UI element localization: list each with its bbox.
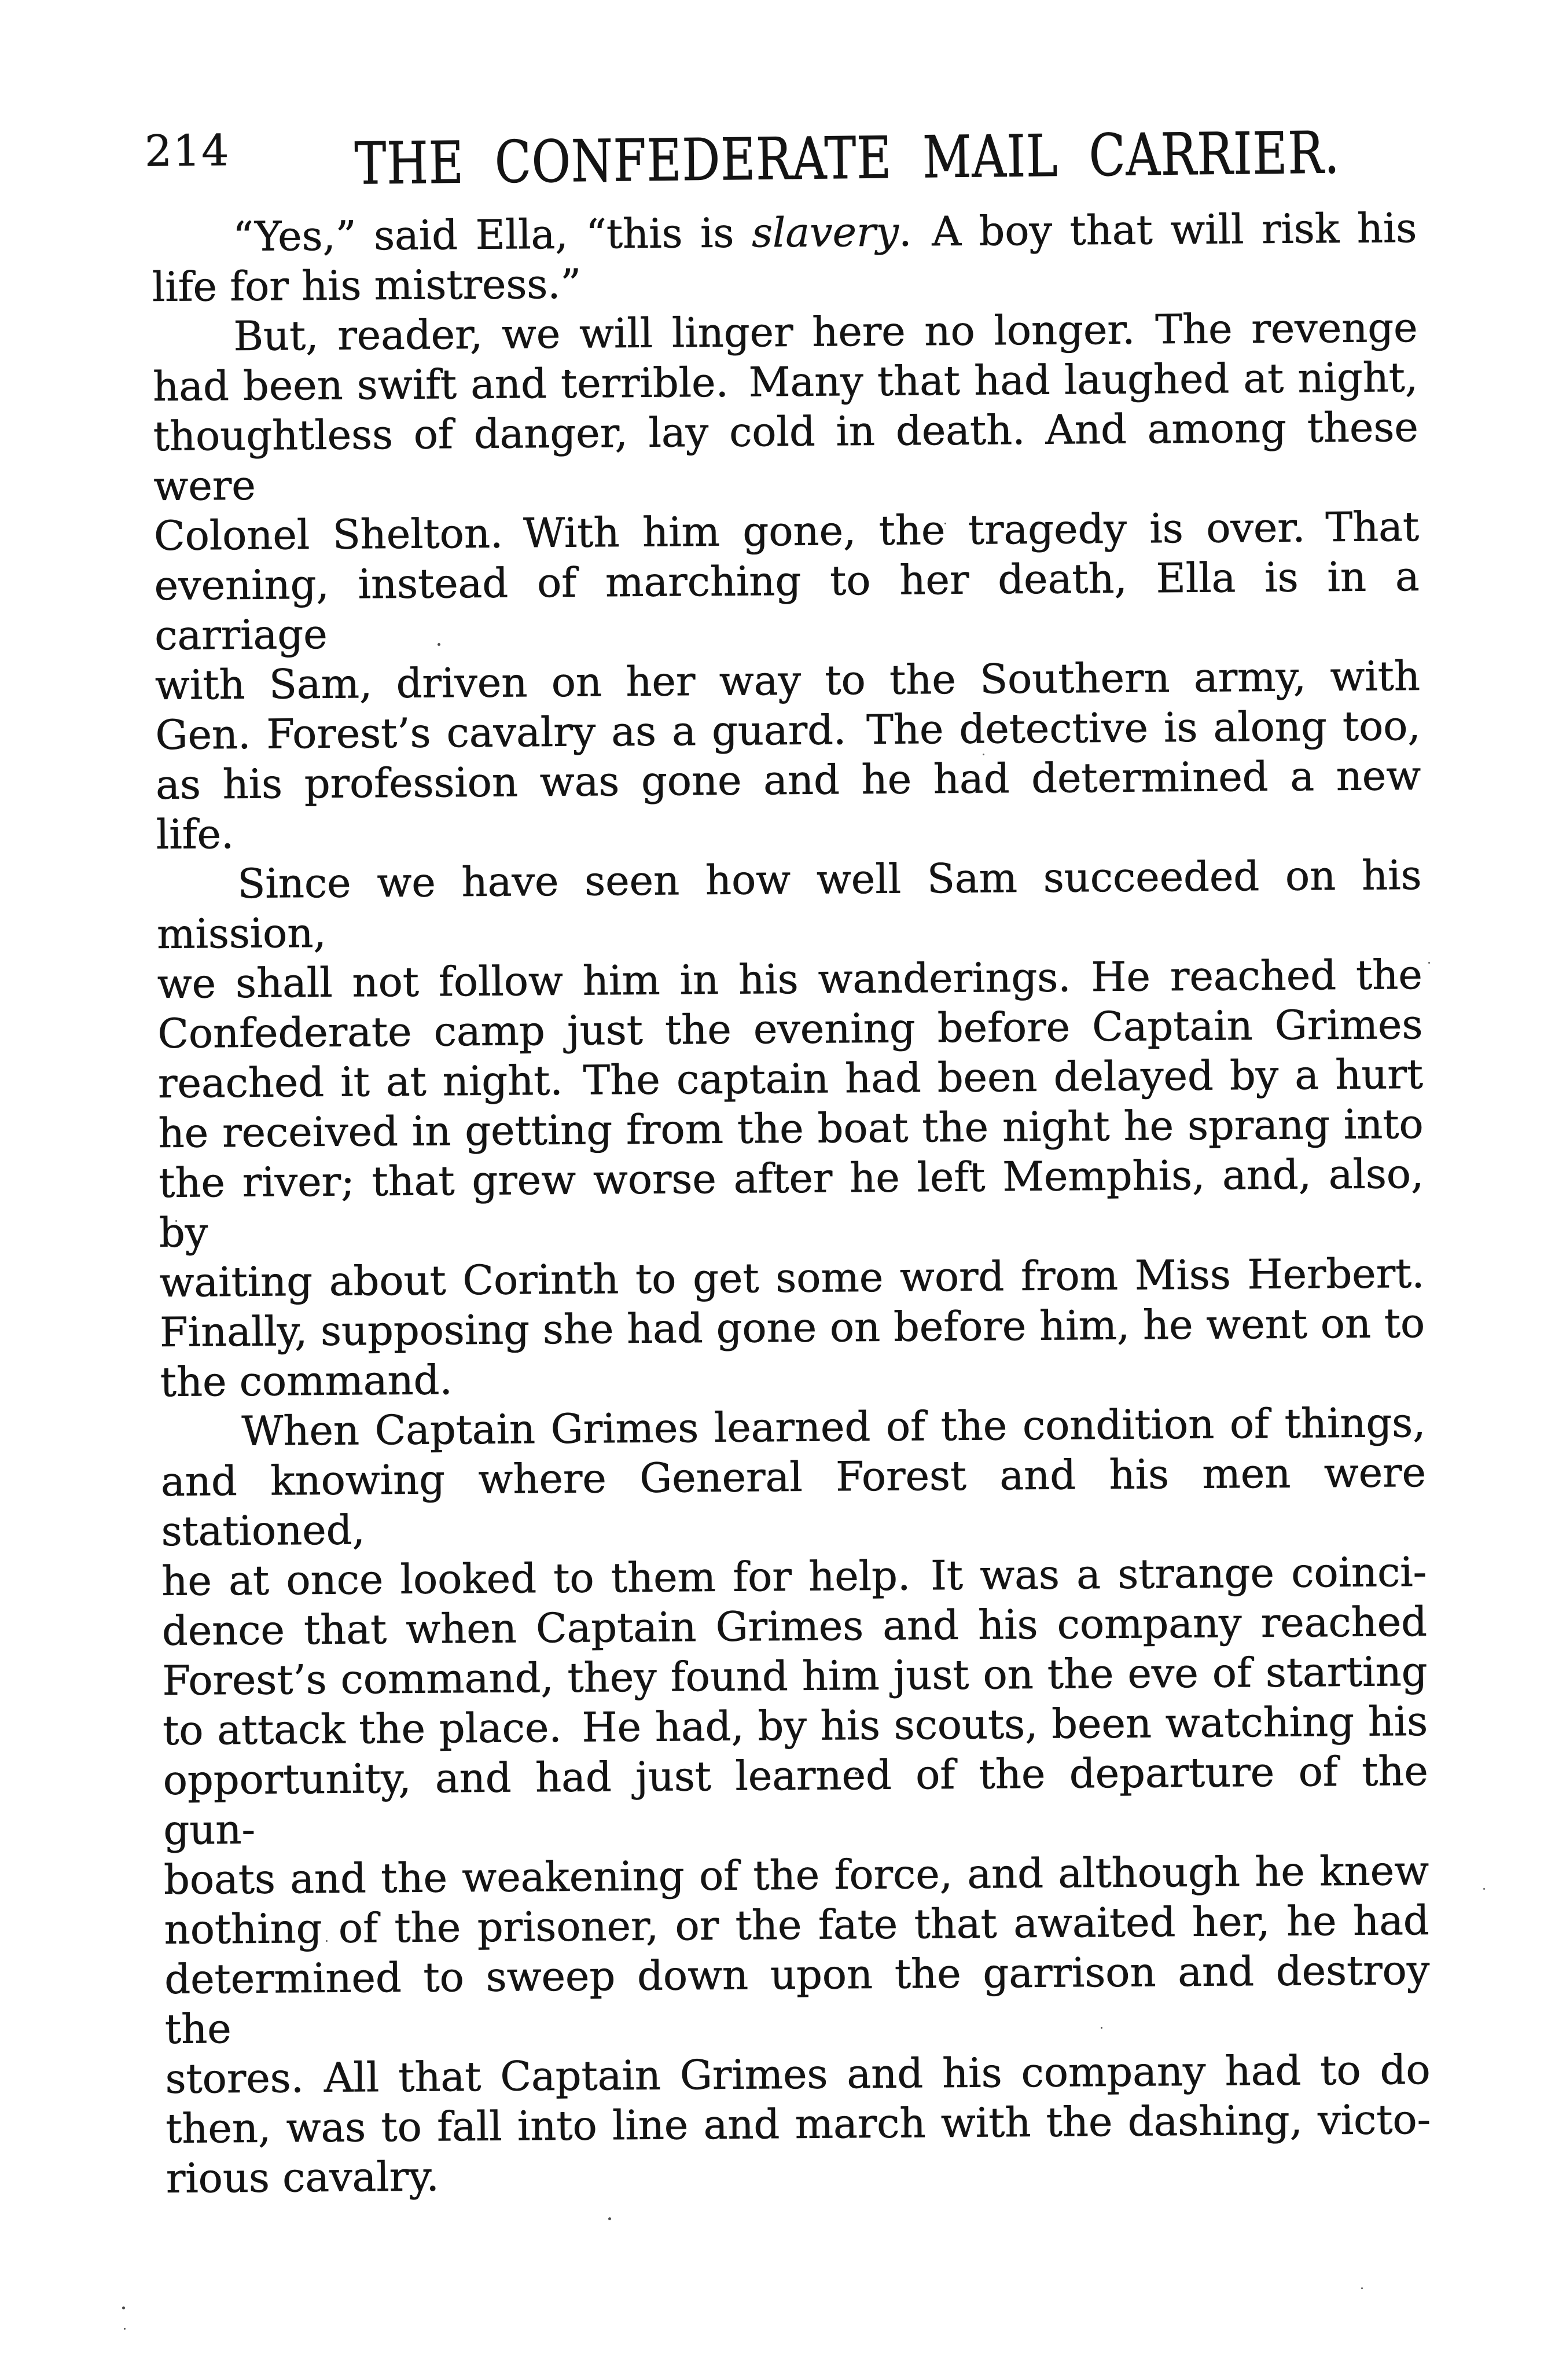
text-line [152,253,1418,312]
paragraph [156,850,1425,1407]
text-segment: determined to sweep down upon the garrison and destroy the [164,1946,1430,2053]
text-line [157,950,1422,1009]
text-segment: “Yes,” said Ella, “this is [233,209,752,260]
text-line [153,402,1419,511]
text-segment: But, reader, we will linger here no longer. The revenge [233,303,1418,360]
text-segment: the river; that grew worse after he left Memphis, and, also, by [158,1149,1424,1257]
text-segment: waiting about Corinth to get some word from Miss Herbert. [159,1249,1425,1306]
text-line [158,1099,1424,1158]
text-segment: Gen. Forest’s cavalry as a guard. The detective is along too, [155,701,1421,759]
text-segment: and knowing where General Forest and his men were stationed, [160,1448,1427,1555]
text-line [155,651,1421,710]
text-line [157,1000,1423,1059]
text-line [165,2045,1431,2104]
running-title: THE CONFEDERATE MAIL CARRIER. [354,119,1340,198]
paragraph [152,303,1421,860]
text-segment: we shall not follow him in his wanderings. He reached the [157,950,1423,1008]
text-line [163,1696,1428,1755]
text-line [160,1348,1425,1407]
text-segment: the command. [160,1356,453,1406]
text-segment: nothing of the prisoner, or the fate that awaited her, he had [164,1896,1429,1953]
text-segment: Finally, supposing she had gone on before him, he went on to [159,1299,1425,1356]
scan-noise-speckles [0,0,2,2]
text-line [164,1896,1429,1955]
text-line [152,203,1417,262]
text-segment: had been swift and terrible. Many that had laughed at night, [152,353,1418,410]
text-line [158,1049,1424,1108]
paragraph [160,1398,1431,2203]
text-segment: with Sam, driven on her way to the Southern army, with [155,652,1421,709]
text-segment: opportunity, and had just learned of the departure of the gun- [163,1747,1429,1854]
text-line [154,552,1420,660]
text-segment: to attack the place. He had, by his scouts, been watching his [162,1697,1428,1754]
text-segment: evening, instead of marching to her death, Ella is in a carriage [154,552,1420,659]
text-segment: Confederate camp just the evening before Captain Grimes [157,1000,1423,1057]
text-segment: he received in getting from the boat the night he sprang into [158,1100,1424,1157]
text-line [161,1547,1427,1606]
text-line [166,2095,1431,2154]
text-line [159,1248,1425,1307]
text-segment: boats and the weakening of the force, and although he knew [163,1846,1429,1904]
text-segment: as his profession was gone and he had determined a new life. [155,751,1421,858]
text-segment: stores. All that Captain Grimes and his company had to do [165,2045,1431,2103]
text-line [155,701,1421,760]
text-line [156,850,1422,959]
italic-text: slavery [751,208,899,257]
text-line [154,502,1420,561]
text-segment: . A boy that will risk his [898,204,1417,256]
paragraph [152,203,1417,312]
text-segment: he at once looked to them for help. It was a strange coinci- [161,1548,1427,1605]
text-segment: dence that when Captain Grimes and his company reached [161,1597,1428,1655]
text-segment: life for his mistress.” [152,260,582,311]
text-line [160,1398,1426,1457]
text-segment: reached it at night. The captain had been delayed by a hurt [157,1050,1424,1107]
text-line [162,1597,1428,1656]
text-segment: then, was to fall into line and march with the dashing, victo- [165,2095,1431,2153]
text-line [153,352,1418,412]
text-line [163,1746,1429,1855]
text-line [166,2144,1432,2203]
page-text [152,203,1431,2203]
text-line [164,1945,1430,2054]
text-segment: Colonel Shelton. With him gone, the tragedy is over. That [153,502,1420,560]
text-segment: thoughtless of danger, lay cold in death. And among these were [153,403,1419,510]
text-line [160,1298,1425,1357]
text-line [152,303,1418,362]
text-segment: rious cavalry. [166,2153,440,2202]
text-line [161,1448,1427,1556]
text-line [164,1846,1429,1905]
text-line [156,751,1421,860]
text-segment: Since we have seen how well Sam succeeded on his mission, [156,851,1422,958]
text-line [162,1647,1428,1706]
text-segment: Forest’s command, they found him just on the eve of starting [162,1647,1428,1705]
text-line [159,1149,1424,1258]
text-segment: When Captain Grimes learned of the condition of things, [241,1398,1426,1455]
page-number: 214 [144,126,230,177]
